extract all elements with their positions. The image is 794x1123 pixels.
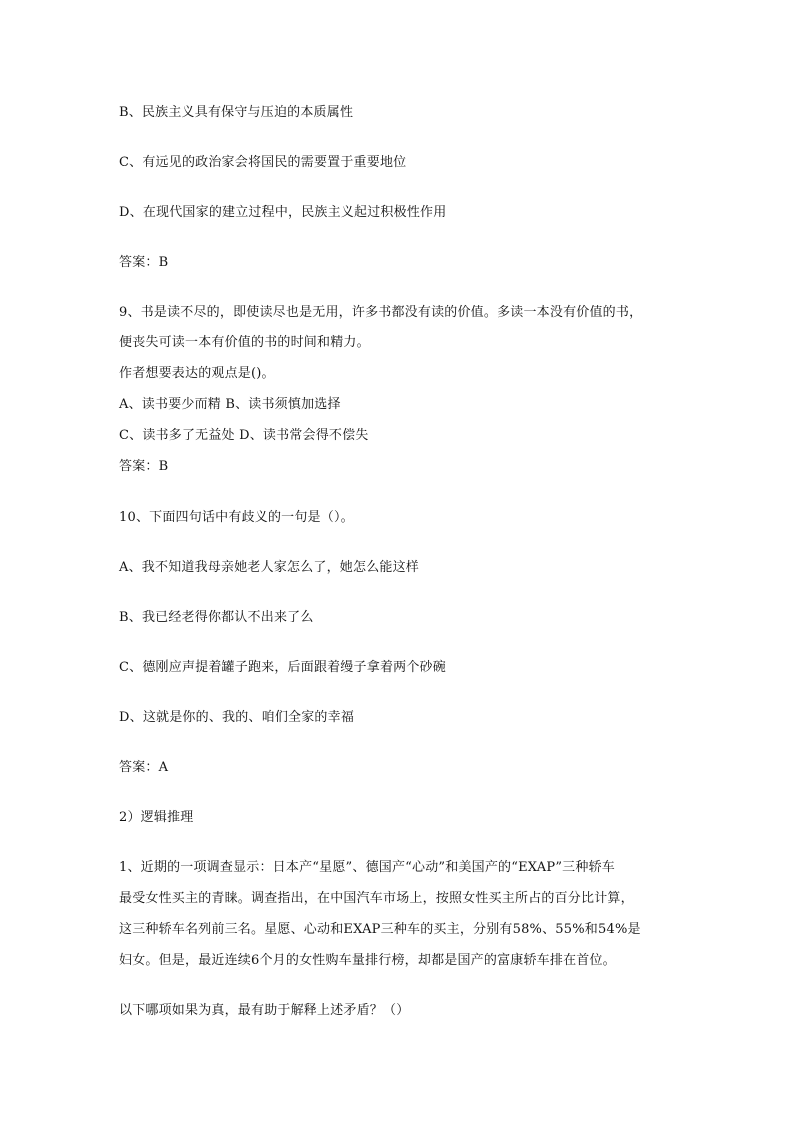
question-1-line-2: 最受女性买主的青睐。调查指出，在中国汽车市场上，按照女性买主所占的百分比计算， bbox=[119, 891, 634, 906]
question-1-line-1: 1、近期的一项调查显示：日本产“星愿”、德国产“心动”和美国产的“EXAP”三种轿车 bbox=[119, 860, 615, 875]
option-c-q8: C、有远见的政治家会将国民的需要置于重要地位 bbox=[119, 155, 407, 170]
option-d-q10: D、这就是你的、我的、咱们全家的幸福 bbox=[119, 710, 355, 725]
question-9-line-1: 9、书是读不尽的，即使读尽也是无用，许多书都没有读的价值。多读一本没有价值的书， bbox=[119, 305, 643, 320]
option-c-q10: C、德刚应声提着罐子跑来，后面跟着缦子拿着两个砂碗 bbox=[119, 660, 446, 675]
question-9-line-2: 便丧失可读一本有价值的书的时间和精力。 bbox=[119, 335, 370, 350]
question-9-prompt: 作者想要表达的观点是()。 bbox=[119, 366, 275, 381]
question-1-line-4: 妇女。但是，最近连续6个月的女性购车量排行榜，却都是国产的富康轿车排在首位。 bbox=[119, 953, 616, 968]
options-ab-q9: A、读书要少而精 B、读书须慎加选择 bbox=[119, 397, 341, 412]
option-b-q8: B、民族主义具有保守与压迫的本质属性 bbox=[119, 105, 354, 120]
options-cd-q9: C、读书多了无益处 D、读书常会得不偿失 bbox=[119, 428, 369, 443]
section-heading: 2）逻辑推理 bbox=[119, 810, 194, 825]
option-a-q10: A、我不知道我母亲她老人家怎么了，她怎么能这样 bbox=[119, 560, 419, 575]
question-1-prompt: 以下哪项如果为真，最有助于解释上述矛盾？（） bbox=[119, 1003, 410, 1018]
answer-q8: 答案：B bbox=[119, 255, 169, 270]
question-10: 10、下面四句话中有歧义的一句是（）。 bbox=[119, 510, 354, 525]
answer-q10: 答案：A bbox=[119, 760, 169, 775]
question-1-line-3: 这三种轿车名列前三名。星愿、心动和EXAP三种车的买主，分别有58%、55%和54%是 bbox=[119, 922, 641, 937]
option-b-q10: B、我已经老得你都认不出来了么 bbox=[119, 610, 314, 625]
option-d-q8: D、在现代国家的建立过程中，民族主义起过积极性作用 bbox=[119, 205, 447, 220]
answer-q9: 答案：B bbox=[119, 459, 169, 474]
